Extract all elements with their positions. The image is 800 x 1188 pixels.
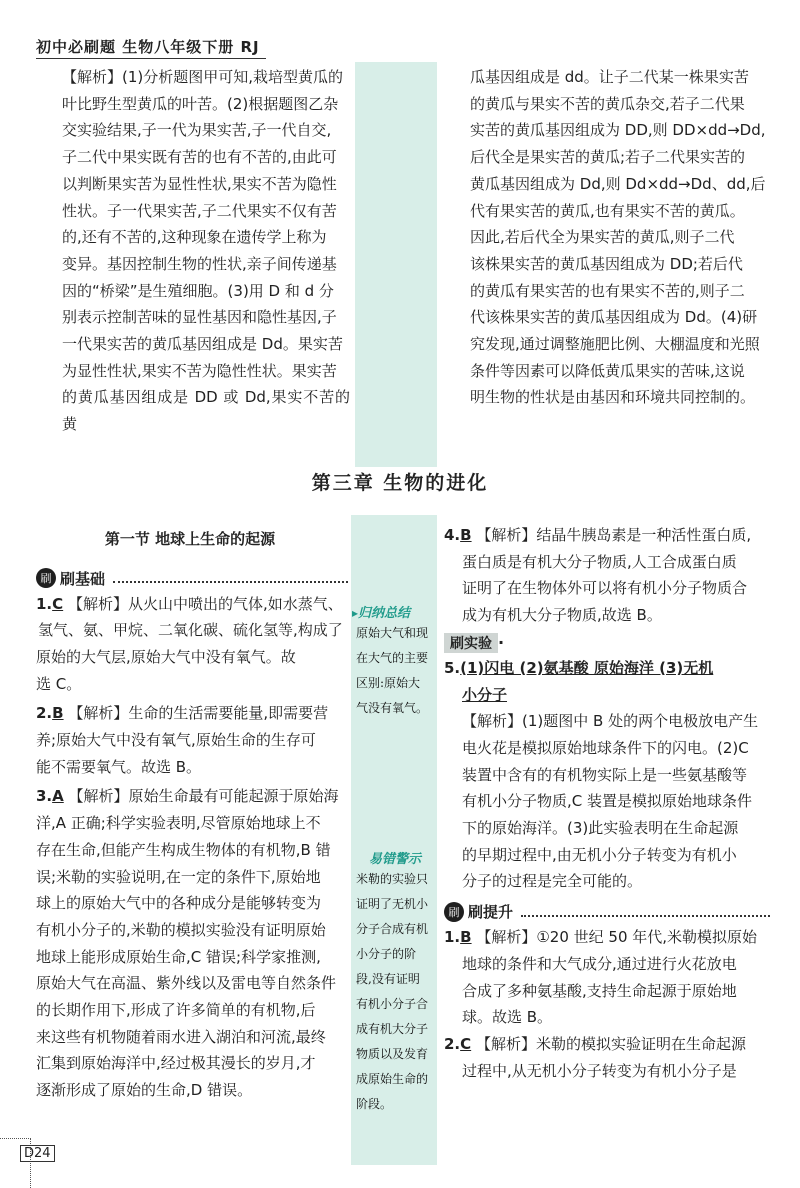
side-note-line: 米勒的实验只 (356, 872, 429, 886)
badge-experiment (444, 633, 770, 653)
lower-left-column (36, 567, 348, 1104)
text-line: 【解析】①20 世纪 50 年代,米勒模拟原始 (476, 928, 758, 947)
text-line: 叶比野生型黄瓜的叶苦。(2)根据题图乙杂 (62, 94, 339, 113)
side-note-line: 成有机大分子 (356, 1022, 429, 1036)
text-line: 的早期过程中,由无机小分子转变为有机小 (462, 845, 737, 864)
text-line: 【解析】原始生命最有可能起源于原始海 (68, 787, 339, 806)
text-line: 一代果实苦的黄瓜基因组成是 Dd。果实苦 (62, 335, 343, 354)
text-line: 逐渐形成了原始的生命,D 错误。 (36, 1081, 253, 1100)
text-line: 的,还有不苦的,这种现象在遗传学上称为 (62, 228, 327, 247)
answer-letter: C (52, 594, 64, 613)
pen-icon: 刷 (36, 568, 56, 588)
text-line: 交实验结果,子一代为果实苦,子一代自交, (62, 121, 332, 140)
text-line: 电火花是模拟原始地球条件下的闪电。(2)C (462, 738, 749, 757)
text-line: 因此,若后代全为果实苦的黄瓜,则子二代 (470, 228, 735, 247)
chapter-title: 第三章 生物的进化 (311, 472, 489, 494)
badge-label: 刷提升 (468, 903, 514, 922)
text-line: 球上的原始大气中的各种成分是能够转变为 (36, 894, 322, 913)
text-line: 有机小分子物质,C 装置是模拟原始地球条件 (462, 792, 753, 811)
text-line: 的长期作用下,形成了许多简单的有机物,后 (36, 1001, 316, 1020)
text-line: 合成了多种氨基酸,支持生命起源于原始地 (462, 981, 737, 1000)
text-line: 【解析】米勒的模拟实验证明在生命起源 (475, 1034, 746, 1053)
arrow-left-icon: ▸ (352, 606, 359, 620)
question-number: 1. (36, 594, 53, 613)
answer-letter: B (460, 928, 472, 947)
side-note-warning (352, 848, 438, 1117)
text-line: 证明了在生物体外可以将有机小分子物质合 (462, 579, 748, 598)
margin-strip-top (355, 62, 437, 467)
text-line: 有机小分子的,米勒的模拟实验没有证明原始 (36, 920, 326, 939)
page-number (20, 1146, 55, 1161)
text-line: 洋,A 正确;科学实验表明,尽管原始地球上不 (36, 814, 321, 833)
answer-letter: B (52, 704, 64, 723)
question-number: 4. (444, 526, 461, 544)
text-line: 下的原始海洋。(3)此实验表明在生命起源 (462, 819, 739, 838)
side-note-line: 区别:原始大 (356, 676, 421, 690)
text-line: 黄瓜基因组成为 Dd,则 Dd×dd→Dd、dd,后 (470, 174, 766, 193)
answer-letter: A (52, 787, 64, 806)
advance-question-1 (444, 924, 770, 1031)
text-line: 过程中,从无机小分子转变为有机小分子是 (462, 1061, 737, 1080)
lower-right-column (444, 522, 770, 1084)
side-note-line: 阶段。 (356, 1097, 393, 1111)
text-line: 性状。子一代果实苦,子二代果实不仅有苦 (62, 201, 337, 220)
question-4 (444, 522, 770, 629)
text-line: 原始的大气层,原始大气中没有氧气。故 (36, 647, 296, 666)
side-note-line: 成原始生命的 (356, 1072, 429, 1086)
side-note-line: 段,没有证明 (356, 972, 420, 986)
badge-label: 刷实验 (444, 633, 498, 653)
top-right-column (470, 64, 770, 411)
running-header: 初中必刷题 生物八年级下册 RJ (36, 38, 260, 56)
badge-label: 刷基础 (60, 569, 106, 588)
text-line: 的黄瓜基因组成是 DD 或 Dd,果实不苦的黄 (62, 388, 350, 434)
text-line: 代有果实苦的黄瓜,也有果实不苦的黄瓜。 (470, 201, 745, 220)
side-note-line: 分子合成有机 (356, 922, 429, 936)
dotted-rule (521, 907, 770, 917)
pen-icon: 刷 (444, 902, 464, 922)
question-2 (36, 700, 348, 780)
text-line: 地球的条件和大气成分,通过进行火花放电 (462, 954, 737, 973)
answer-letter: B (460, 526, 472, 544)
text-line: 别表示控制苦味的显性基因和隐性基因,子 (62, 308, 337, 327)
text-line: 以判断果实苦为显性性状,果实不苦为隐性 (62, 174, 337, 193)
text-line: 分子的过程是完全可能的。 (462, 872, 643, 891)
text-line: 子二代中果实既有苦的也有不苦的,由此可 (62, 148, 337, 167)
side-note-line: 小分子的阶 (356, 947, 417, 961)
badge-dot: · (498, 633, 505, 653)
question-3 (36, 783, 348, 1103)
text-line: 代该株果实苦的黄瓜基因组成为 Dd。(4)研 (470, 308, 758, 327)
text-line: 存在生命,但能产生构成生物体的有机物,B 错 (36, 840, 331, 859)
text-line: 选 C。 (36, 674, 82, 693)
side-note-line: 原始大气和现 (356, 626, 429, 640)
text-line: 该株果实苦的黄瓜基因组成为 DD;若后代 (470, 254, 743, 273)
side-note-title: 归纳总结 (358, 606, 411, 621)
side-note-line: 有机小分子合 (356, 997, 429, 1011)
text-line: 【解析】从火山中喷出的气体,如水蒸气、 (67, 594, 343, 613)
text-line: 究发现,通过调整施肥比例、大棚温度和光照 (470, 335, 760, 354)
page-number-label: D24 (20, 1145, 55, 1162)
question-number: 2. (444, 1034, 461, 1053)
question-number: 3. (36, 787, 53, 806)
question-number: 1. (444, 928, 461, 947)
text-line: 能不需要氧气。故选 B。 (36, 757, 202, 776)
text-line: 氢气、氨、甲烷、二氧化碳、硫化氢等,构成了 (38, 621, 343, 640)
text-line: 蛋白质是有机大分子物质,人工合成蛋白质 (462, 552, 737, 571)
question-number: 2. (36, 704, 53, 723)
side-note-title: 易错警示 (368, 852, 421, 867)
text-line: 的黄瓜与果实不苦的黄瓜杂交,若子二代果 (470, 94, 745, 113)
side-note-line: 证明了无机小 (356, 897, 429, 911)
text-line: 装置中含有的有机物实际上是一些氨基酸等 (462, 765, 748, 784)
text-line: 变异。基因控制生物的性状,亲子间传递基 (62, 254, 337, 273)
question-1 (36, 591, 348, 698)
text-line: 原始大气在高温、紫外线以及雷电等自然条件 (36, 974, 337, 993)
text-line: 的黄瓜有果实苦的也有果实不苦的,则子二 (470, 281, 745, 300)
text-line: 瓜基因组成是 dd。让子二代某一株果实苦 (470, 68, 749, 86)
text-line: 实苦的黄瓜基因组成为 DD,则 DD×dd→Dd, (470, 121, 766, 140)
side-note-line: 在大气的主要 (356, 651, 429, 665)
dotted-rule (113, 573, 348, 583)
text-line: 球。故选 B。 (462, 1008, 553, 1027)
question-number: 5. (444, 658, 461, 677)
text-line: 明生物的性状是由基因和环境共同控制的。 (470, 388, 756, 407)
side-note-line: 物质以及发育 (356, 1047, 429, 1061)
answer-letter: C (460, 1034, 472, 1053)
text-line: 因的“桥梁”是生殖细胞。(3)用 D 和 d 分 (62, 281, 334, 300)
text-line: 【解析】(1)分析题图甲可知,栽培型黄瓜的 (62, 68, 344, 86)
badge-basic (36, 568, 348, 589)
text-line: 养;原始大气中没有氧气,原始生命的生存可 (36, 731, 316, 750)
text-line: 汇集到原始海洋中,经过极其漫长的岁月,才 (36, 1054, 316, 1073)
text-line: 【解析】生命的生活需要能量,即需要营 (68, 704, 329, 723)
text-line: 来这些有机物随着雨水进入湖泊和河流,最终 (36, 1027, 326, 1046)
answer-text: 小分子 (462, 685, 508, 704)
text-line: 【解析】结晶牛胰岛素是一种活性蛋白质, (476, 526, 752, 544)
text-line: 为显性性状,果实不苦为隐性性状。果实苦 (62, 361, 337, 380)
section-title: 第一节 地球上生命的起源 (104, 530, 276, 548)
text-line: 【解析】(1)题图中 B 处的两个电极放电产生 (462, 712, 759, 731)
header-rule (36, 58, 266, 59)
side-note-line: 气没有氧气。 (356, 701, 429, 715)
side-note-summary (352, 602, 438, 721)
answer-text: (1)闪电 (2)氨基酸 原始海洋 (3)无机 (460, 658, 714, 677)
advance-question-2 (444, 1031, 770, 1084)
top-left-column (62, 64, 350, 438)
text-line: 成为有机大分子物质,故选 B。 (462, 606, 662, 625)
badge-advance (444, 901, 770, 922)
question-5 (444, 655, 770, 895)
text-line: 地球上能形成原始生命,C 错误;科学家推测, (36, 947, 321, 966)
text-line: 误;米勒的实验说明,在一定的条件下,原始地 (36, 867, 321, 886)
text-line: 后代全是果实苦的黄瓜;若子二代果实苦的 (470, 148, 746, 167)
text-line: 条件等因素可以降低黄瓜果实的苦味,这说 (470, 361, 745, 380)
